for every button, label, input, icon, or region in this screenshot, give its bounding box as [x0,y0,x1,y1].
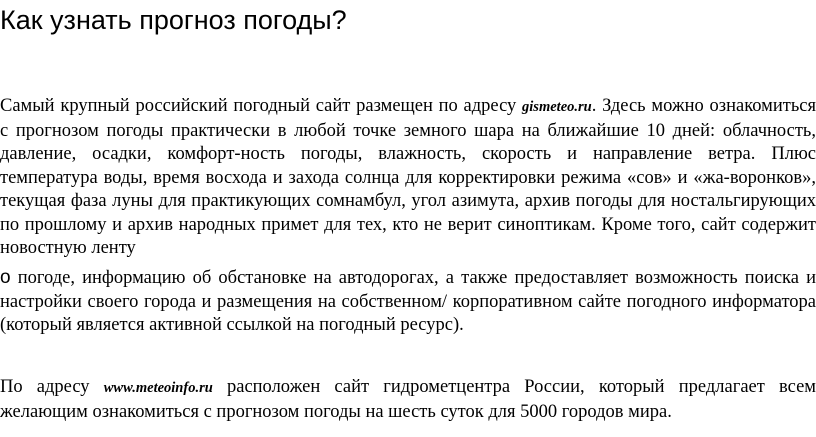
paragraph-news [0,266,816,338]
paragraph-gismeteo [0,95,816,261]
paragraph-gismeteo-intro: Самый крупный российский погодный сайт размещен по адресу [0,96,523,116]
paragraph-meteoinfo-intro: По адресу [0,377,104,397]
paragraph-news-body: погоде, информацию об обстановке на автодорогах, а также предоставляет возможность поиска и настройки своего города и размещения на собственном/ корпоративном сайте погодного информатора (который является активной ссылкой на погодный ресурс). [0,268,816,335]
paragraph-gismeteo-body: . Здесь можно ознакомиться с прогнозом погоды практически в любой точке земного шара на ближайшие 10 дней: облачность, давление, осадки, комфорт-ность погоды, влажность, скорость и направление ветра. Плюс температура воды, время восхода и захода солнца для корректировки режима «сов» и «жа-воронков», текущая фаза луны для практикующих сомнамбул, угол азимута, архив погоды для ностальгирующих по прошлому и архив народных примет для тех, кто не верит синоптикам. Кроме того, сайт содержит новостную ленту [0,96,816,258]
paragraph-meteoinfo-body: расположен сайт гидрометцентра России, который предлагает всем желающим ознакомиться с прогнозом погоды на шесть суток для 5000 городов мира. [0,377,816,422]
paragraph-news-first-letter: о [0,267,11,288]
paragraph-meteoinfo [0,376,816,424]
page-title: Как узнать прогноз погоды? [0,5,347,35]
site-meteoinfo: www.meteoinfo.ru [103,380,213,396]
site-gismeteo: gismeteo.ru [522,99,592,115]
